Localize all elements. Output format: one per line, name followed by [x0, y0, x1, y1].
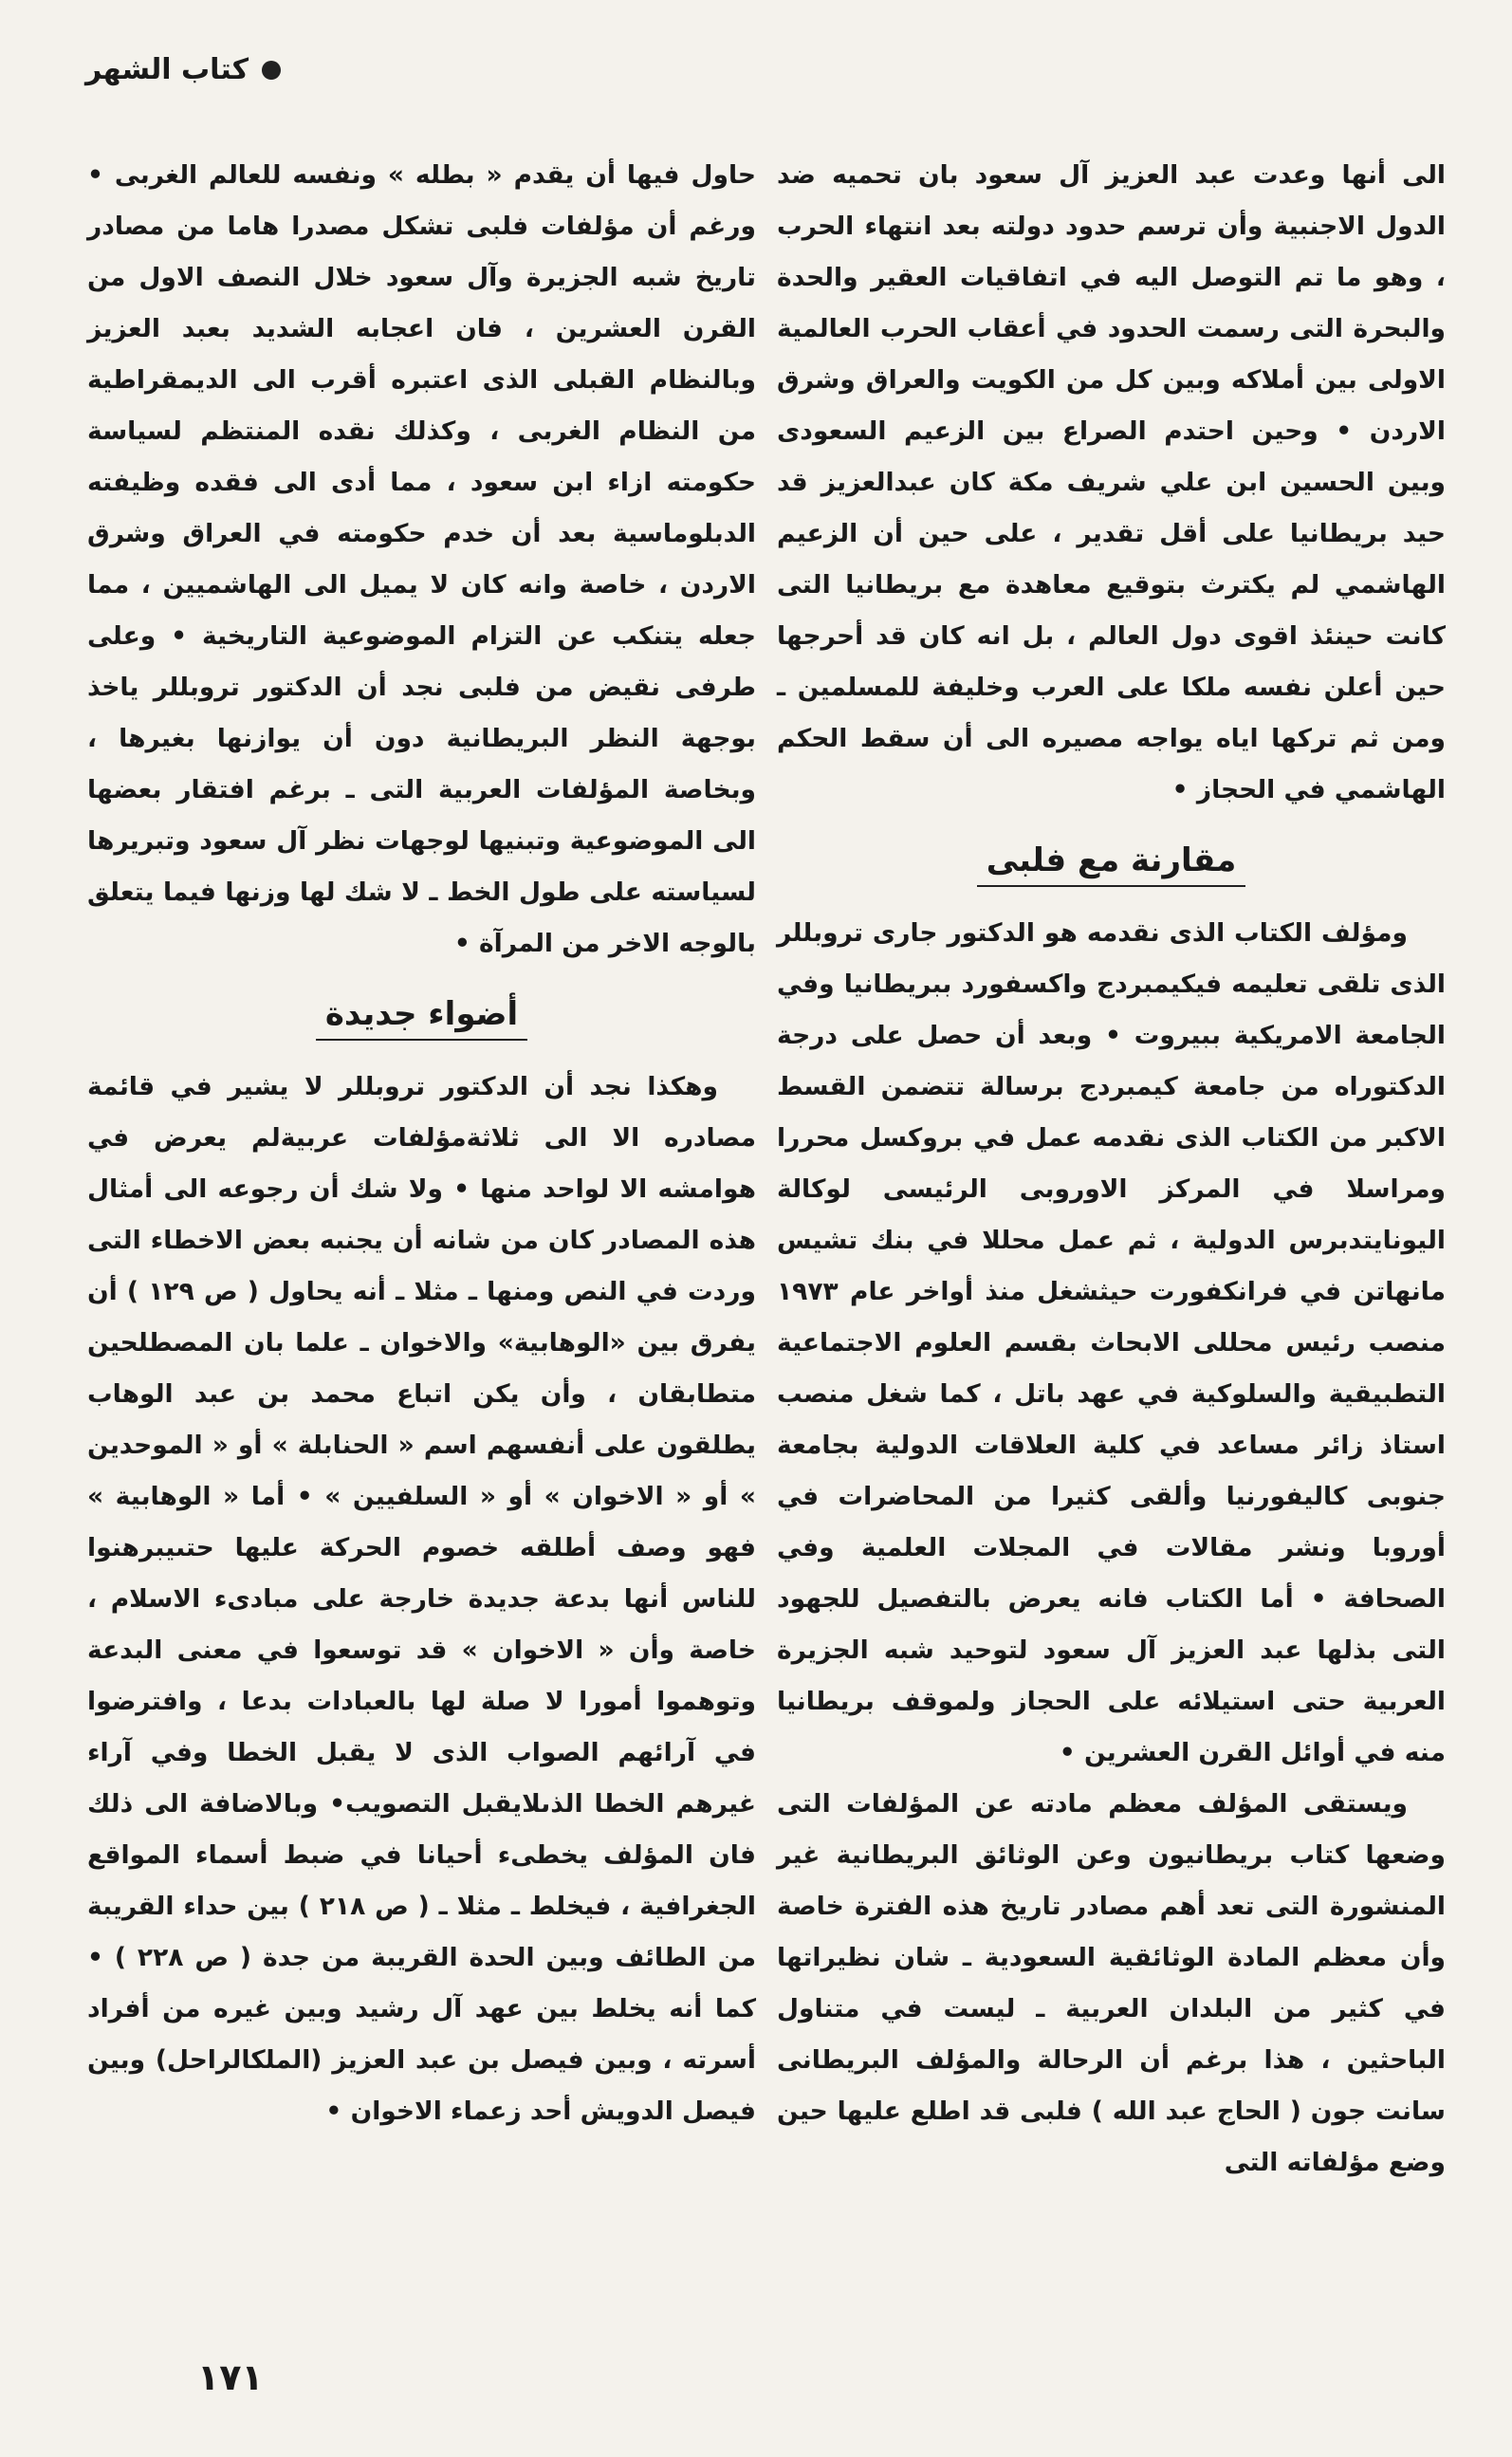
left-heading-text: أضواء جديدة — [316, 991, 527, 1041]
left-section-heading — [87, 988, 756, 1041]
right-heading-text: مقارنة مع فلبى — [977, 838, 1246, 887]
left-paragraph-2: وهكذا نجد أن الدكتور تروبللر لا يشير في قائمة مصادره الا الى ثلاثةمؤلفات عربيةلم يعرض في هوامشه الا لواحد منها • ولا شك أن رجوعه الى أمثال هذه المصادر كان من شانه أن يجنبه بعض الاخطاء التى وردت في النص ومنها ـ مثلا ـ أنه يحاول ( ص ١٢٩ ) أن يفرق بين «الوهابية» والاخوان ـ علما بان المصطلحين متطابقان ، وأن يكن اتباع محمد بن عبد الوهاب يطلقون على أنفسهم اسم « الحنابلة » أو « الموحدين » أو « الاخوان » أو « السلفيين » • أما « الوهابية » فهو وصف أطلقه خصوم الحركة عليها حتىيبرهنوا للناس أنها بدعة جديدة خارجة على مبادىء الاسلام ، خاصة وأن « الاخوان » قد توسعوا في معنى البدعة وتوهموا أمورا لا صلة لها بالعبادات بدعا ، وافترضوا في آرائهم الصواب الذى لا يقبل الخطا وفي آراء غيرهم الخطا الذىلايقبل التصويب• وبالاضافة الى ذلك فان المؤلف يخطىء أحيانا في ضبط أسماء المواقع الجغرافية ، فيخلط ـ مثلا ـ ( ص ٢١٨ ) بين حداء القريبة من الطائف وبين الحدة القريبة من جدة ( ص ٢٢٨ ) • كما أنه يخلط بين عهد آل رشيد وبين غيره من أفراد أسرته ، وبين فيصل بن عبد العزيز (الملكالراحل) وبين فيصل الدويش أحد زعماء الاخوان • — [87, 1072, 756, 2126]
right-paragraph-2: ومؤلف الكتاب الذى نقدمه هو الدكتور جارى تروبللر الذى تلقى تعليمه فيكيمبردج واكسفورد ببريطانيا وفي الجامعة الامريكية ببيروت • وبعد أن حصل على درجة الدكتوراه من جامعة كيمبردج برسالة تتضمن القسط الاكبر من الكتاب الذى نقدمه عمل في بروكسل محررا ومراسلا في المركز الاوروبى الرئيسى لوكالة اليونايتدبرس الدولية ، ثم عمل محللا في بنك تشيس مانهاتن في فرانكفورت حيثشغل منذ أواخر عام ١٩٧٣ منصب رئيس محللى الابحاث بقسم العلوم الاجتماعية التطبيقية والسلوكية في عهد باتل ، كما شغل منصب استاذ زائر مساعد في كلية العلاقات الدولية بجامعة جنوبى كاليفورنيا وألقى كثيرا من المحاضرات في أوروبا ونشر مقالات في المجلات العلمية وفي الصحافة • أما الكتاب فانه يعرض بالتفصيل للجهود التى بذلها عبد العزيز آل سعود لتوحيد شبه الجزيرة العربية حتى استيلائه على الحجاز ولموقف بريطانيا منه في أوائل القرن العشرين • — [777, 918, 1446, 1767]
right-column — [777, 150, 1446, 2189]
left-paragraph-1: حاول فيها أن يقدم « بطله » ونفسه للعالم الغربى • ورغم أن مؤلفات فلبى تشكل مصدرا هاما من مصادر تاريخ شبه الجزيرة وآل سعود خلال النصف الاول من القرن العشرين ، فان اعجابه الشديد بعبد العزيز وبالنظام القبلى الذى اعتبره أقرب الى الديمقراطية من النظام الغربى ، وكذلك نقده المنتظم لسياسة حكومته ازاء ابن سعود ، مما أدى الى فقده وظيفته الدبلوماسية بعد أن خدم حكومته في العراق وشرق الاردن ، خاصة وانه كان لا يميل الى الهاشميين ، مما جعله يتنكب عن التزام الموضوعية التاريخية • وعلى طرفى نقيض من فلبى نجد أن الدكتور تروبللر ياخذ بوجهة النظر البريطانية دون أن يوازنها بغيرها ، وبخاصة المؤلفات العربية التى ـ برغم افتقار بعضها الى الموضوعية وتبنيها لوجهات نظر آل سعود وتبريرها لسياسته على طول الخط ـ لا شك لها وزنها فيما يتعلق بالوجه الاخر من المرآة • — [87, 160, 756, 958]
section-header — [85, 53, 281, 86]
right-paragraph-1: الى أنها وعدت عبد العزيز آل سعود بان تحميه ضد الدول الاجنبية وأن ترسم حدود دولته بعد انتهاء الحرب ، وهو ما تم التوصل اليه في اتفاقيات العقير والحدة والبحرة التى رسمت الحدود في أعقاب الحرب العالمية الاولى بين أملاكه وبين كل من الكويت والعراق وشرق الاردن • وحين احتدم الصراع بين الزعيم السعودى وبين الحسين ابن علي شريف مكة كان عبدالعزيز قد حيد بريطانيا على أقل تقدير ، على حين أن الزعيم الهاشمي لم يكترث بتوقيع معاهدة مع بريطانيا التى كانت حينئذ اقوى دول العالم ، بل انه كان قد أحرجها حين أعلن نفسه ملكا على العرب وخليفة للمسلمين ـ ومن ثم تركها اياه يواجه مصيره الى أن سقط الحكم الهاشمي في الحجاز • — [777, 160, 1446, 804]
right-section-heading — [777, 835, 1446, 887]
bullet-icon — [262, 61, 281, 80]
page-number: ١٧١ — [197, 2356, 264, 2398]
right-paragraph-3: ويستقى المؤلف معظم مادته عن المؤلفات التى وضعها كتاب بريطانيون وعن الوثائق البريطانية غير المنشورة التى تعد أهم مصادر تاريخ هذه الفترة خاصة وأن معظم المادة الوثائقية السعودية ـ شان نظيراتها في كثير من البلدان العربية ـ ليست في متناول الباحثين ، هذا برغم أن الرحالة والمؤلف البريطانى سانت جون ( الحاج عبد الله ) فلبى قد اطلع عليها حين وضع مؤلفاته التى — [777, 1789, 1446, 2177]
section-title: كتاب الشهر — [85, 53, 249, 86]
left-column — [87, 150, 756, 2137]
